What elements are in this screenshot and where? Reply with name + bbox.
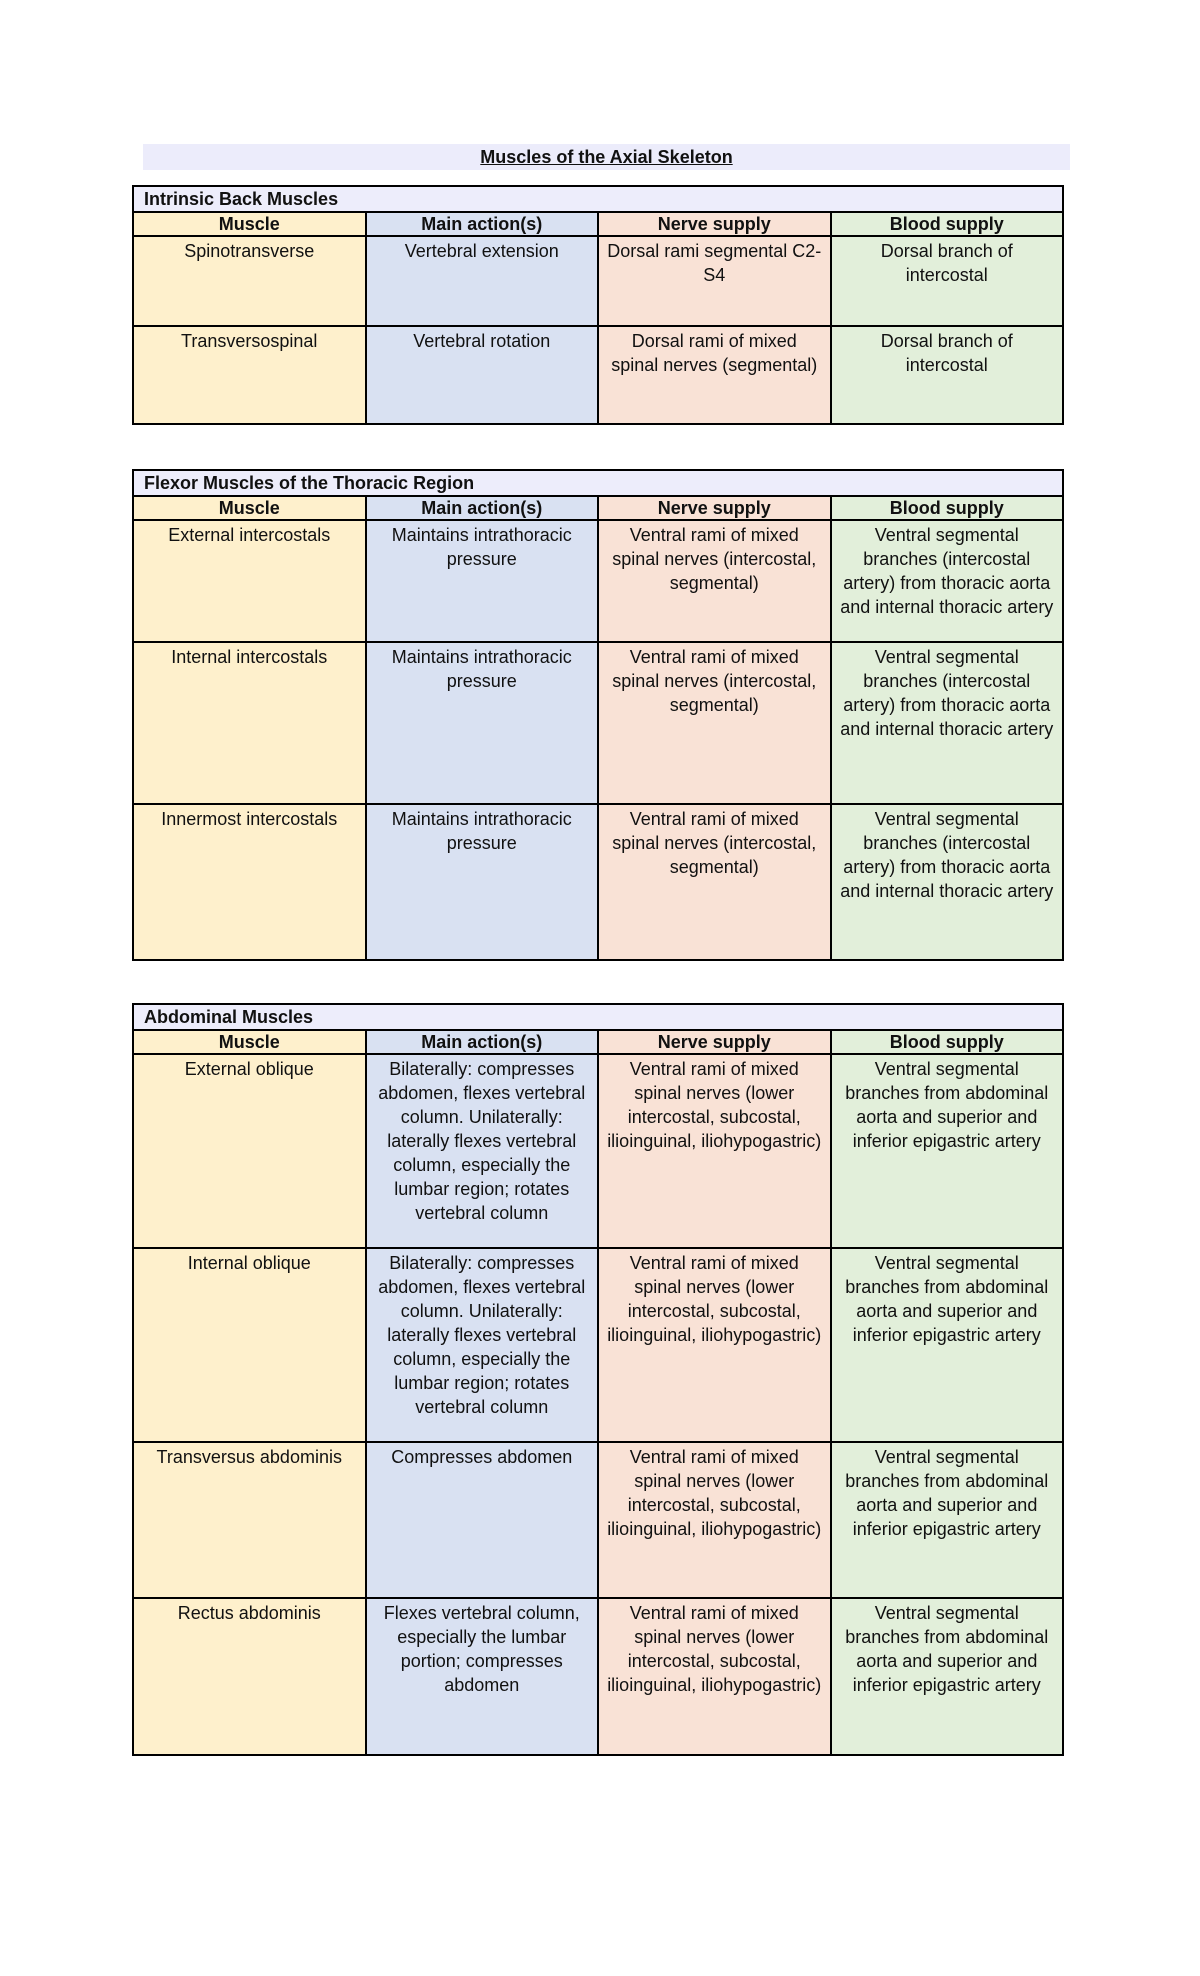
cell-blood: Dorsal branch of intercostal	[831, 326, 1064, 424]
cell-nerve: Ventral rami of mixed spinal nerves (intercostal, segmental)	[598, 520, 831, 642]
header-nerve: Nerve supply	[598, 212, 831, 236]
cell-muscle: Innermost intercostals	[133, 804, 366, 960]
cell-nerve: Ventral rami of mixed spinal nerves (intercostal, segmental)	[598, 642, 831, 804]
table-intrinsic-back	[132, 185, 1064, 425]
table-row	[133, 326, 1063, 424]
cell-muscle: Internal intercostals	[133, 642, 366, 804]
cell-blood: Ventral segmental branches from abdominal aorta and superior and inferior epigastric artery	[831, 1598, 1064, 1755]
cell-action: Maintains intrathoracic pressure	[366, 642, 599, 804]
cell-muscle: External intercostals	[133, 520, 366, 642]
section-title: Abdominal Muscles	[133, 1004, 1063, 1030]
cell-muscle: Transversus abdominis	[133, 1442, 366, 1598]
table-row	[133, 804, 1063, 960]
header-action: Main action(s)	[366, 212, 599, 236]
cell-muscle: External oblique	[133, 1054, 366, 1248]
table-row	[133, 1054, 1063, 1248]
table-row	[133, 642, 1063, 804]
table-row	[133, 236, 1063, 326]
cell-blood: Ventral segmental branches (intercostal artery) from thoracic aorta and internal thoracic artery	[831, 520, 1064, 642]
header-action: Main action(s)	[366, 496, 599, 520]
cell-action: Compresses abdomen	[366, 1442, 599, 1598]
table-row	[133, 520, 1063, 642]
table-row	[133, 1248, 1063, 1442]
cell-blood: Ventral segmental branches from abdominal aorta and superior and inferior epigastric artery	[831, 1442, 1064, 1598]
header-blood: Blood supply	[831, 1030, 1064, 1054]
cell-blood: Ventral segmental branches (intercostal artery) from thoracic aorta and internal thoracic artery	[831, 642, 1064, 804]
header-muscle: Muscle	[133, 1030, 366, 1054]
cell-nerve: Ventral rami of mixed spinal nerves (lower intercostal, subcostal, ilioinguinal, iliohypogastric)	[598, 1442, 831, 1598]
page-title-band	[143, 144, 1070, 170]
header-muscle: Muscle	[133, 496, 366, 520]
cell-muscle: Transversospinal	[133, 326, 366, 424]
page-title: Muscles of the Axial Skeleton	[480, 147, 733, 167]
cell-action: Flexes vertebral column, especially the lumbar portion; compresses abdomen	[366, 1598, 599, 1755]
cell-nerve: Ventral rami of mixed spinal nerves (lower intercostal, subcostal, ilioinguinal, iliohypogastric)	[598, 1054, 831, 1248]
table-row	[133, 1598, 1063, 1755]
table-row	[133, 1442, 1063, 1598]
header-action: Main action(s)	[366, 1030, 599, 1054]
cell-muscle: Rectus abdominis	[133, 1598, 366, 1755]
cell-blood: Ventral segmental branches from abdominal aorta and superior and inferior epigastric artery	[831, 1054, 1064, 1248]
cell-blood: Dorsal branch of intercostal	[831, 236, 1064, 326]
header-blood: Blood supply	[831, 212, 1064, 236]
table-abdominal	[132, 1003, 1064, 1756]
cell-action: Vertebral rotation	[366, 326, 599, 424]
cell-blood: Ventral segmental branches (intercostal artery) from thoracic aorta and internal thoracic artery	[831, 804, 1064, 960]
header-blood: Blood supply	[831, 496, 1064, 520]
header-muscle: Muscle	[133, 212, 366, 236]
cell-nerve: Ventral rami of mixed spinal nerves (lower intercostal, subcostal, ilioinguinal, iliohypogastric)	[598, 1248, 831, 1442]
header-nerve: Nerve supply	[598, 1030, 831, 1054]
cell-blood: Ventral segmental branches from abdominal aorta and superior and inferior epigastric artery	[831, 1248, 1064, 1442]
cell-nerve: Ventral rami of mixed spinal nerves (lower intercostal, subcostal, ilioinguinal, iliohypogastric)	[598, 1598, 831, 1755]
header-nerve: Nerve supply	[598, 496, 831, 520]
section-title: Intrinsic Back Muscles	[133, 186, 1063, 212]
cell-action: Maintains intrathoracic pressure	[366, 804, 599, 960]
cell-action: Maintains intrathoracic pressure	[366, 520, 599, 642]
cell-action: Bilaterally: compresses abdomen, flexes vertebral column. Unilaterally: laterally flexes vertebral column, especially the lumbar region; rotates vertebral column	[366, 1054, 599, 1248]
cell-muscle: Internal oblique	[133, 1248, 366, 1442]
cell-nerve: Ventral rami of mixed spinal nerves (intercostal, segmental)	[598, 804, 831, 960]
section-title: Flexor Muscles of the Thoracic Region	[133, 470, 1063, 496]
table-thoracic-flexors	[132, 469, 1064, 961]
cell-action: Vertebral extension	[366, 236, 599, 326]
cell-nerve: Dorsal rami of mixed spinal nerves (segmental)	[598, 326, 831, 424]
cell-action: Bilaterally: compresses abdomen, flexes vertebral column. Unilaterally: laterally flexes vertebral column, especially the lumbar region; rotates vertebral column	[366, 1248, 599, 1442]
cell-muscle: Spinotransverse	[133, 236, 366, 326]
cell-nerve: Dorsal rami segmental C2-S4	[598, 236, 831, 326]
